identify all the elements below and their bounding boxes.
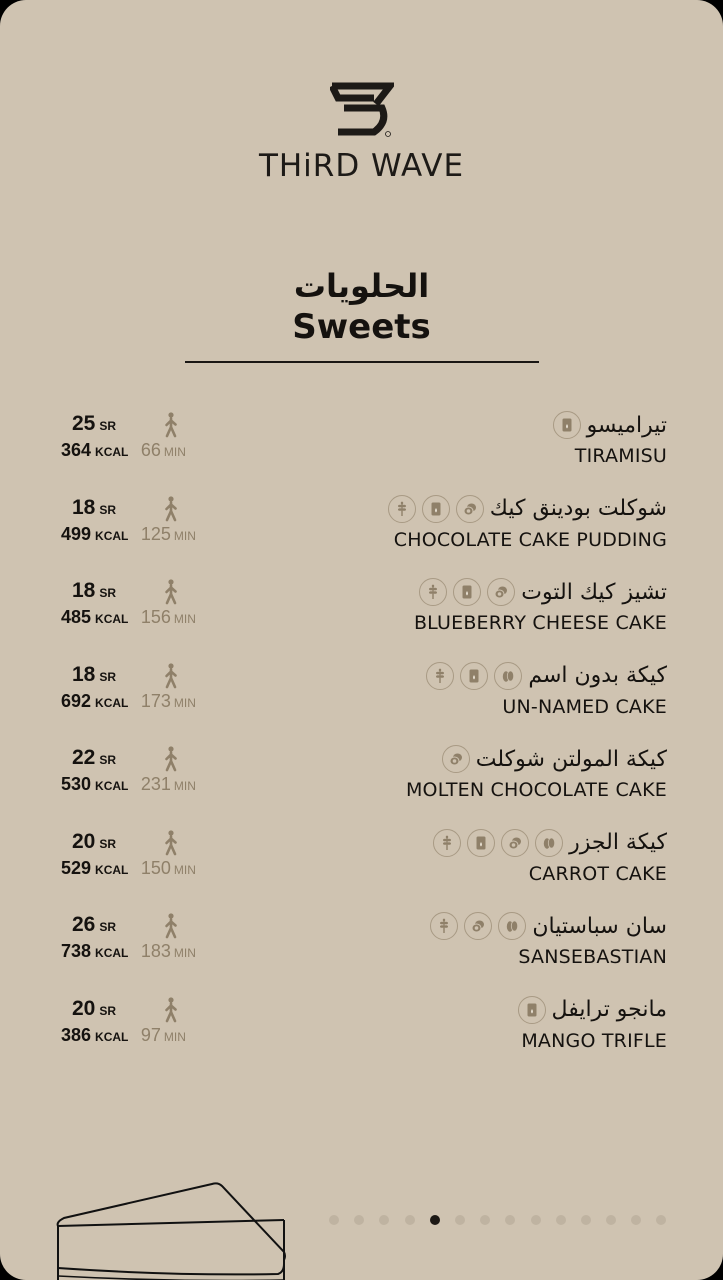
item-name-english: CHOCOLATE CAKE PUDDING: [393, 528, 667, 551]
arabic-name-row: [406, 742, 667, 776]
walking-person-icon: [162, 663, 180, 689]
item-nutrition: [61, 774, 196, 795]
kcal-value: 364: [61, 440, 92, 460]
walk-minutes-value: 231: [140, 774, 171, 794]
page-dot-7[interactable]: [480, 1215, 490, 1225]
walk-minutes-value: 150: [140, 857, 171, 878]
item-price: [72, 412, 152, 436]
gluten-allergen-icon: [388, 495, 416, 523]
item-name-arabic: مانجو ترايفل: [551, 997, 667, 1022]
walk-minutes-value: 97: [140, 1024, 161, 1045]
section-title-english: Sweets: [292, 307, 431, 347]
walk-minutes-value: 156: [140, 607, 171, 627]
item-price: [72, 663, 152, 687]
menu-item-tiramisu[interactable]: [0, 408, 723, 492]
currency-label: SR: [99, 502, 117, 517]
kcal-value: 386: [61, 1024, 92, 1045]
page-dot-6[interactable]: [455, 1215, 465, 1225]
currency-label: SR: [99, 419, 117, 433]
kcal-value: 485: [61, 607, 92, 627]
egg-allergen-icon: [442, 745, 470, 773]
item-nutrition: [61, 524, 196, 545]
page-dot-9[interactable]: [531, 1215, 541, 1225]
gluten-allergen-icon: [430, 912, 458, 940]
item-names: [426, 659, 667, 718]
kcal-value: 692: [61, 690, 92, 711]
item-name-arabic: شوكلت بودينق كيك: [489, 496, 667, 521]
minutes-label: MIN: [173, 695, 196, 710]
item-names: [518, 993, 667, 1052]
item-nutrition: [61, 440, 186, 461]
page-dot-2[interactable]: [354, 1215, 364, 1225]
kcal-value: 499: [61, 523, 92, 544]
kcal-label: KCAL: [95, 1029, 129, 1044]
item-nutrition: [61, 607, 196, 628]
page-dot-13[interactable]: [631, 1215, 641, 1225]
minutes-label: MIN: [163, 445, 186, 459]
kcal-label: KCAL: [95, 445, 129, 459]
menu-list: [0, 408, 723, 1076]
kcal-value: 529: [61, 857, 92, 878]
walking-person-icon: [162, 997, 180, 1023]
item-names: [388, 492, 667, 551]
item-names: [553, 408, 667, 467]
price-value: 18: [72, 495, 96, 519]
walk-time: [140, 941, 196, 961]
walking-person-icon: [162, 913, 180, 939]
walking-person-icon: [162, 830, 180, 856]
nut-allergen-icon: [535, 829, 563, 857]
minutes-label: MIN: [173, 779, 196, 793]
brand-name: THiRD WAVE: [258, 148, 465, 184]
minutes-label: MIN: [173, 528, 196, 543]
item-name-english: MANGO TRIFLE: [521, 1029, 667, 1052]
arabic-name-row: [388, 492, 667, 526]
kcal-label: KCAL: [95, 862, 129, 877]
item-nutrition: [61, 858, 196, 879]
page-dot-3[interactable]: [379, 1215, 389, 1225]
item-names: [406, 742, 667, 801]
page-dot-4[interactable]: [405, 1215, 415, 1225]
item-nutrition: [61, 941, 196, 962]
walking-person-icon: [162, 746, 180, 772]
menu-item-mango-trifle[interactable]: [0, 993, 723, 1077]
dairy-allergen-icon: [553, 411, 581, 439]
kcal-label: KCAL: [95, 695, 129, 710]
gluten-allergen-icon: [426, 662, 454, 690]
title-divider: [185, 361, 539, 363]
dairy-allergen-icon: [453, 578, 481, 606]
item-name-english: TIRAMISU: [574, 445, 667, 467]
minutes-label: MIN: [173, 946, 196, 960]
walk-minutes-value: 125: [140, 523, 171, 544]
price-value: 20: [72, 996, 96, 1020]
menu-item-un-named-cake[interactable]: [0, 659, 723, 743]
minutes-label: MIN: [173, 612, 196, 626]
page-dot-5[interactable]: [430, 1215, 440, 1225]
price-value: 20: [72, 829, 96, 853]
egg-allergen-icon: [456, 495, 484, 523]
egg-allergen-icon: [487, 578, 515, 606]
dairy-allergen-icon: [518, 996, 546, 1024]
page-indicator[interactable]: [329, 1215, 666, 1225]
price-value: 26: [72, 913, 96, 936]
kcal-label: KCAL: [95, 612, 129, 626]
nut-allergen-icon: [494, 662, 522, 690]
walk-time: [140, 857, 196, 878]
currency-label: SR: [99, 669, 117, 684]
gluten-allergen-icon: [433, 829, 461, 857]
price-value: 18: [72, 579, 96, 602]
price-value: 22: [72, 746, 96, 769]
item-price: [72, 746, 152, 770]
item-price: [72, 830, 152, 854]
item-name-arabic: كيكة بدون اسم: [528, 663, 667, 688]
walk-time: [140, 607, 196, 627]
kcal-label: KCAL: [95, 779, 129, 793]
brand-logo: [0, 82, 723, 184]
item-name-english: UN-NAMED CAKE: [502, 695, 667, 718]
walk-time: [140, 1024, 186, 1045]
minutes-label: MIN: [173, 862, 196, 877]
arabic-name-row: [426, 659, 667, 693]
menu-item-molten-chocolate-cake[interactable]: [0, 742, 723, 826]
kcal-label: KCAL: [95, 528, 129, 543]
cake-slice-illustration: [52, 1180, 292, 1280]
menu-item-sansebastian[interactable]: [0, 909, 723, 993]
walk-time: [140, 523, 196, 544]
item-price: [72, 496, 152, 520]
walking-person-icon: [162, 579, 180, 605]
dairy-allergen-icon: [460, 662, 488, 690]
item-name-english: SANSEBASTIAN: [518, 946, 667, 968]
section-title-arabic: الحلويات: [293, 267, 430, 305]
page-dot-11[interactable]: [581, 1215, 591, 1225]
price-value: 25: [72, 412, 96, 435]
item-names: [414, 575, 667, 634]
page-dot-1[interactable]: [329, 1215, 339, 1225]
section-header: [0, 266, 723, 348]
item-names: [433, 826, 667, 885]
walking-person-icon: [162, 496, 180, 522]
price-value: 18: [72, 662, 96, 686]
menu-item-carrot-cake[interactable]: [0, 826, 723, 910]
nut-allergen-icon: [498, 912, 526, 940]
walk-minutes-value: 183: [140, 941, 171, 961]
item-name-english: BLUEBERRY CHEESE CAKE: [413, 612, 667, 634]
item-price: [72, 579, 152, 603]
gluten-allergen-icon: [419, 578, 447, 606]
item-name-arabic: كيكة الجزر: [569, 830, 667, 855]
egg-allergen-icon: [501, 829, 529, 857]
item-name-arabic: كيكة المولتن شوكلت: [475, 746, 667, 772]
arabic-name-row: [433, 826, 667, 860]
item-nutrition: [61, 1025, 186, 1046]
walk-time: [140, 774, 196, 794]
page-dot-8[interactable]: [505, 1215, 515, 1225]
arabic-name-row: [430, 909, 667, 943]
page-dot-12[interactable]: [606, 1215, 616, 1225]
currency-label: SR: [99, 920, 117, 934]
menu-item-blueberry-cheese-cake[interactable]: [0, 575, 723, 659]
item-name-arabic: تيراميسو: [586, 412, 667, 438]
menu-item-chocolate-cake-pudding[interactable]: [0, 492, 723, 576]
currency-label: SR: [99, 1003, 117, 1018]
dairy-allergen-icon: [467, 829, 495, 857]
item-name-arabic: تشيز كيك التوت: [521, 579, 667, 605]
item-name-english: MOLTEN CHOCOLATE CAKE: [405, 779, 667, 801]
walk-time: [140, 440, 186, 460]
item-name-english: CARROT CAKE: [528, 862, 667, 885]
three-wave-logo-icon: [330, 82, 394, 138]
currency-label: SR: [99, 586, 117, 600]
item-price: [72, 997, 152, 1021]
walk-minutes-value: 173: [140, 690, 171, 711]
dairy-allergen-icon: [422, 495, 450, 523]
item-nutrition: [61, 691, 196, 712]
page-dot-10[interactable]: [556, 1215, 566, 1225]
kcal-label: KCAL: [95, 946, 129, 960]
arabic-name-row: [414, 575, 667, 609]
arabic-name-row: [553, 408, 667, 442]
minutes-label: MIN: [163, 1029, 186, 1044]
walk-minutes-value: 66: [140, 440, 161, 460]
item-price: [72, 913, 152, 937]
walk-time: [140, 690, 196, 711]
kcal-value: 530: [61, 774, 92, 794]
walking-person-icon: [162, 412, 180, 438]
item-names: [430, 909, 667, 968]
kcal-value: 738: [61, 941, 92, 961]
currency-label: SR: [99, 836, 117, 851]
page-dot-14[interactable]: [656, 1215, 666, 1225]
item-name-arabic: سان سباستيان: [532, 913, 667, 939]
arabic-name-row: [518, 993, 667, 1027]
egg-allergen-icon: [464, 912, 492, 940]
currency-label: SR: [99, 753, 117, 767]
